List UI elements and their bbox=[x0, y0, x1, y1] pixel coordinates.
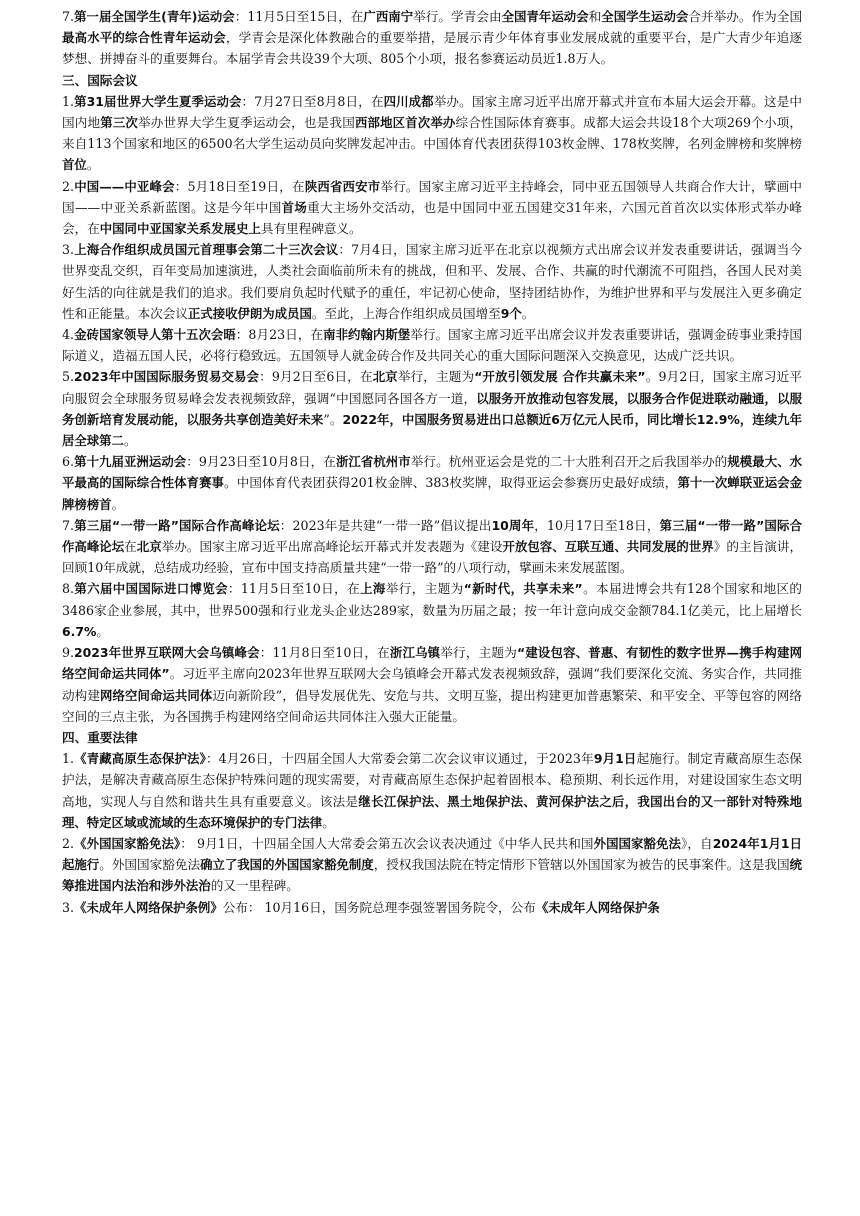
bold-text: 首位 bbox=[62, 157, 87, 173]
paragraph bbox=[62, 176, 802, 240]
bold-text: “建设包容、普惠、有韧性的数字世界—携手构建网络空间命运共同体” bbox=[62, 645, 802, 682]
text-run: ”。 bbox=[323, 411, 343, 427]
paragraph bbox=[62, 366, 802, 451]
text-run: 四、重要法律 bbox=[62, 729, 138, 745]
text-run: 4. bbox=[62, 327, 75, 343]
bold-text: 外国国家豁免法 bbox=[593, 835, 681, 851]
text-run: ： 9月1日，十四届全国人大常委会第五次会议表决通过《中华人民共和国 bbox=[180, 835, 594, 851]
text-run: 。外国国家豁免法 bbox=[99, 857, 201, 873]
bold-text: 第十九届亚洲运动会 bbox=[74, 454, 187, 470]
bold-text: 网络空间命运共同体 bbox=[100, 687, 213, 703]
bold-text: 南非约翰内斯堡 bbox=[323, 327, 411, 343]
text-run: ：11月5日至10日，在 bbox=[227, 581, 361, 597]
bold-text: 首场 bbox=[281, 199, 308, 215]
text-run: ，学青会是深化体教融合的重要举措，是展示青少年体育事业发展成就的重要平台，是广大青少年追逐梦想、拼搏奋斗的重要舞台。本届学青会共设39个大项、805个小项，报名参赛运动员近1.8万人。 bbox=[62, 30, 803, 67]
text-run: 。习近平主席向2023年世界互联网大会乌镇峰会开幕式发表视频致辞，强调“我们要深化交流、务实合作，共同推动构建 bbox=[62, 666, 802, 703]
bold-text: 开放包容、互联互通、共同发展的世界 bbox=[502, 539, 714, 555]
text-run: 三、国际会议 bbox=[62, 72, 138, 88]
bold-text: 2023年中国国际服务贸易交易会 bbox=[74, 369, 260, 385]
text-run: 举行。杭州亚运会是党的二十大胜利召开之后我国举办的 bbox=[410, 454, 728, 470]
bold-text: 西部地区首次举办 bbox=[354, 115, 456, 131]
bold-text: 10周年 bbox=[491, 517, 535, 533]
text-run: 。 bbox=[86, 157, 100, 173]
text-run: ：5月18日至19日，在 bbox=[174, 178, 305, 194]
section-heading bbox=[62, 727, 802, 748]
text-run: 举行。国家主席习近平出席会议并发表重要讲话，强调金砖事业秉持国际道义，造福五国人民，必将行稳致远。五国领导人就金砖合作及共同关心的重大国际问题深入交换意见，达成广泛共识。 bbox=[62, 327, 803, 364]
text-run: 。 bbox=[96, 623, 109, 639]
text-run: 综合性国际体育赛事。成都大运会共设18个大项269个小项，来自113个国家和地区的6500名大学生运动员向奖牌发起冲击。中国体育代表团获得103枚金牌、178枚奖牌，名列金牌榜和奖牌榜 bbox=[62, 115, 803, 152]
text-run: 3. bbox=[62, 242, 75, 258]
bold-text: 第六届中国国际进口博览会 bbox=[74, 581, 228, 597]
paragraph bbox=[62, 6, 802, 70]
text-run: 的又一里程碑。 bbox=[210, 878, 299, 894]
text-run: ：2023年是共建“一带一路”倡议提出 bbox=[279, 517, 492, 533]
paragraph bbox=[62, 642, 802, 727]
paragraph bbox=[62, 451, 802, 515]
text-run: 。9月2日，国家主席习近平向服贸会全球服务贸易峰会发表视频致辞，强调“中国愿同各国各方一道， bbox=[62, 369, 802, 406]
text-run: 举办。国家主席习近平出席高峰论坛开幕式并发表题为《建设 bbox=[161, 539, 503, 555]
text-run: 。中国体育代表团获得201枚金牌、383枚奖牌，取得亚运会参赛历史最好成绩， bbox=[224, 475, 678, 491]
text-run: ：11月5日至15日，在 bbox=[234, 9, 364, 24]
text-run: 7. bbox=[62, 517, 75, 533]
text-run: 。 bbox=[111, 496, 125, 512]
paragraph bbox=[62, 748, 802, 833]
bold-text: 金砖国家领导人第十五次会晤 bbox=[74, 327, 236, 343]
bold-text: 第31届世界大学生夏季运动会 bbox=[74, 93, 242, 109]
text-run: 公布： 10月16日，国务院总理李强签署国务院令，公布 bbox=[222, 899, 536, 915]
text-run: ：7月27日至8月8日，在 bbox=[241, 93, 384, 109]
bold-text: 北京 bbox=[372, 369, 398, 385]
text-run: 举行，主题为 bbox=[440, 645, 517, 661]
paragraph bbox=[62, 239, 802, 324]
paragraph bbox=[62, 324, 802, 366]
text-run: ：9月23日至10月8日，在 bbox=[186, 454, 336, 470]
text-run: 7. bbox=[62, 9, 75, 24]
text-run: 3. bbox=[62, 899, 75, 915]
text-run: 6. bbox=[62, 454, 75, 470]
bold-text: 陕西省西安市 bbox=[304, 178, 381, 194]
text-run: ：8月23日，在 bbox=[235, 327, 324, 343]
text-run: 1. bbox=[62, 751, 75, 767]
paragraph bbox=[62, 897, 802, 918]
text-run: 1. bbox=[62, 93, 75, 109]
text-run: 重大主场外交活动，也是中国同中亚五国建交31年来，六国元首首次以实体形式举办峰会，在 bbox=[62, 199, 803, 237]
bold-text: 第三届“一带一路”国际合作高峰论坛 bbox=[62, 517, 802, 555]
bold-text: 中国——中亚峰会 bbox=[74, 178, 175, 194]
bold-text: 统筹推进国内法治和涉外法治 bbox=[62, 857, 803, 894]
text-run: 2. bbox=[62, 178, 75, 194]
text-run: ：4月26日，十四届全国人大常委会第二次会议审议通过，于2023年 bbox=[205, 751, 594, 767]
bold-text: 2024年1月1日起施行 bbox=[62, 835, 803, 873]
section-heading bbox=[62, 70, 802, 91]
bold-text: 9个 bbox=[500, 305, 522, 321]
bold-text: 确立了我国的外国国家豁免制度 bbox=[200, 857, 374, 873]
bold-text: 2022年，中国服务贸易进出口总额近6万亿元人民币，同比增长12.9%，连续九年居全球第二 bbox=[62, 411, 802, 449]
text-run: 举行。国家主席习近平主持峰会，同中亚五国领导人共商合作大计，擘画中国——中亚关系新蓝图。这是今年中国 bbox=[62, 178, 803, 215]
paragraph bbox=[62, 91, 802, 176]
text-run: 举行，主题为 bbox=[385, 581, 464, 597]
bold-text: 第三届“一带一路”国际合作高峰论坛 bbox=[74, 517, 280, 533]
text-run: 。本届进博会共有128个国家和地区的3486家企业参展，其中，世界500强和行业龙头企业达289家，数量为历届之最；按一年计意向成交金额784.1亿美元，比上届增长 bbox=[62, 581, 803, 618]
bold-text: 浙江乌镇 bbox=[389, 645, 441, 661]
bold-text: 正式接收伊朗为成员国 bbox=[187, 305, 312, 321]
text-run: 。至此，上海合作组织成员国增至 bbox=[311, 305, 501, 321]
text-run: 举行，主题为 bbox=[397, 369, 475, 385]
bold-text: 6.7% bbox=[62, 623, 97, 639]
bold-text: 中国同中亚国家关系发展史上 bbox=[99, 221, 261, 237]
paragraph bbox=[62, 515, 802, 579]
bold-text: 浙江省杭州市 bbox=[335, 454, 411, 470]
text-run: ，授权我国法院在特定情形下管辖以外国国家为被告的民事案件。这是我国 bbox=[373, 857, 790, 873]
bold-text: “新时代，共享未来” bbox=[463, 581, 583, 597]
text-run: 9. bbox=[62, 645, 75, 661]
text-run: 。 bbox=[123, 433, 137, 449]
text-run: 5. bbox=[62, 369, 75, 385]
text-run: 8. bbox=[62, 581, 75, 597]
text-run: 举行。学青会由 bbox=[413, 9, 502, 24]
bold-text: 9月1日 bbox=[593, 751, 637, 767]
text-run: 在 bbox=[124, 539, 137, 555]
text-run: 合并举办。作为全国 bbox=[688, 9, 803, 24]
bold-text: 第十一次蝉联亚运会金牌榜榜首 bbox=[62, 475, 803, 512]
text-run: ：7月4日，国家主席习近平在北京以视频方式出席会议并发表重要讲话，强调当今世界变乱交织，百年变局加速演进，人类社会面临前所未有的挑战，但和平、发展、合作、共赢的时代潮流不可阻挡，各国人民对美好生活的向往就是我们的追求。我们要肩负起时代赋予的重任，牢记初心使命，坚持团结协作，为维护世界和平与发展注入更多确定性和正能量。本次会议 bbox=[62, 242, 802, 321]
bold-text: 全国学生运动会 bbox=[601, 9, 689, 24]
bold-text: 2023年世界互联网大会乌镇峰会 bbox=[74, 645, 260, 661]
text-run: 举办。国家主席习近平出席开幕式并宣布本届大运会开幕。这是中国内地 bbox=[62, 93, 803, 131]
bold-text: 第三次 bbox=[100, 115, 138, 131]
bold-text: 广西南宁 bbox=[363, 9, 414, 24]
text-run: 2. bbox=[62, 835, 75, 851]
text-run: 》，自 bbox=[680, 835, 713, 851]
text-run: 和 bbox=[588, 9, 602, 24]
bold-text: 以服务开放推动包容发展，以服务合作促进联动融通，以服务创新培育发展动能，以服务共享创造美好未来 bbox=[62, 390, 802, 427]
text-run: 。 bbox=[521, 305, 535, 321]
paragraph bbox=[62, 833, 802, 897]
bold-text: 北京 bbox=[136, 539, 162, 555]
bold-text: 全国青年运动会 bbox=[501, 9, 589, 24]
text-run: ：9月2日至6日，在 bbox=[259, 369, 373, 385]
bold-text: 最高水平的综合性青年运动会 bbox=[62, 30, 226, 46]
bold-text: 上海 bbox=[360, 581, 386, 597]
bold-text: 《外国国家豁免法》 bbox=[74, 835, 181, 851]
paragraph bbox=[62, 578, 802, 642]
bold-text: 规模最大、水平最高的国际综合性体育赛事 bbox=[62, 454, 803, 491]
bold-text: 第一届全国学生(青年)运动会 bbox=[74, 9, 235, 24]
text-run: 迈向新阶段”，倡导发展优先、安危与共、文明互鉴，提出构建更加普惠繁荣、和平安全、平等包容的网络空间的三点主张，为各国携手构建网络空间命运共同体注入强大正能量。 bbox=[62, 687, 803, 724]
text-run: ，10月17日至18日， bbox=[534, 517, 660, 533]
text-run: 起施行。制定青藏高原生态保护法，是解决青藏高原生态保护特殊问题的现实需要，对青藏高原生态保护起着固根本、稳预期、利长远作用，对建设国家生态文明高地，实现人与自然和谐共生具有重要意义。该法是 bbox=[62, 751, 802, 809]
text-run: ：11月8日至10日，在 bbox=[259, 645, 390, 661]
bold-text: 《未成年人网络保护条例》 bbox=[74, 899, 223, 915]
bold-text: 继长江保护法、黑土地保护法、黄河保护法之后，我国出台的又一部针对特殊地理、特定区域或流域的生态环境保护的专门法律 bbox=[62, 793, 803, 830]
bold-text: “开放引领发展 合作共赢未来” bbox=[474, 369, 646, 385]
bold-text: 上海合作组织成员国元首理事会第二十三次会议 bbox=[74, 242, 339, 258]
bold-text: 《青藏高原生态保护法》 bbox=[74, 751, 206, 767]
bold-text: 四川成都 bbox=[383, 93, 434, 109]
text-run: 具有里程碑意义。 bbox=[260, 221, 362, 237]
text-run: 》的主旨演讲，回顾10年成就，总结成功经验，宣布中国支持高质量共建“一带一路”的八项行动，擘画未来发展蓝图。 bbox=[62, 539, 803, 576]
text-run: 。 bbox=[322, 814, 335, 830]
bold-text: 《未成年人网络保护条 bbox=[535, 899, 660, 915]
text-run: 举办世界大学生夏季运动会，也是我国 bbox=[137, 115, 355, 131]
